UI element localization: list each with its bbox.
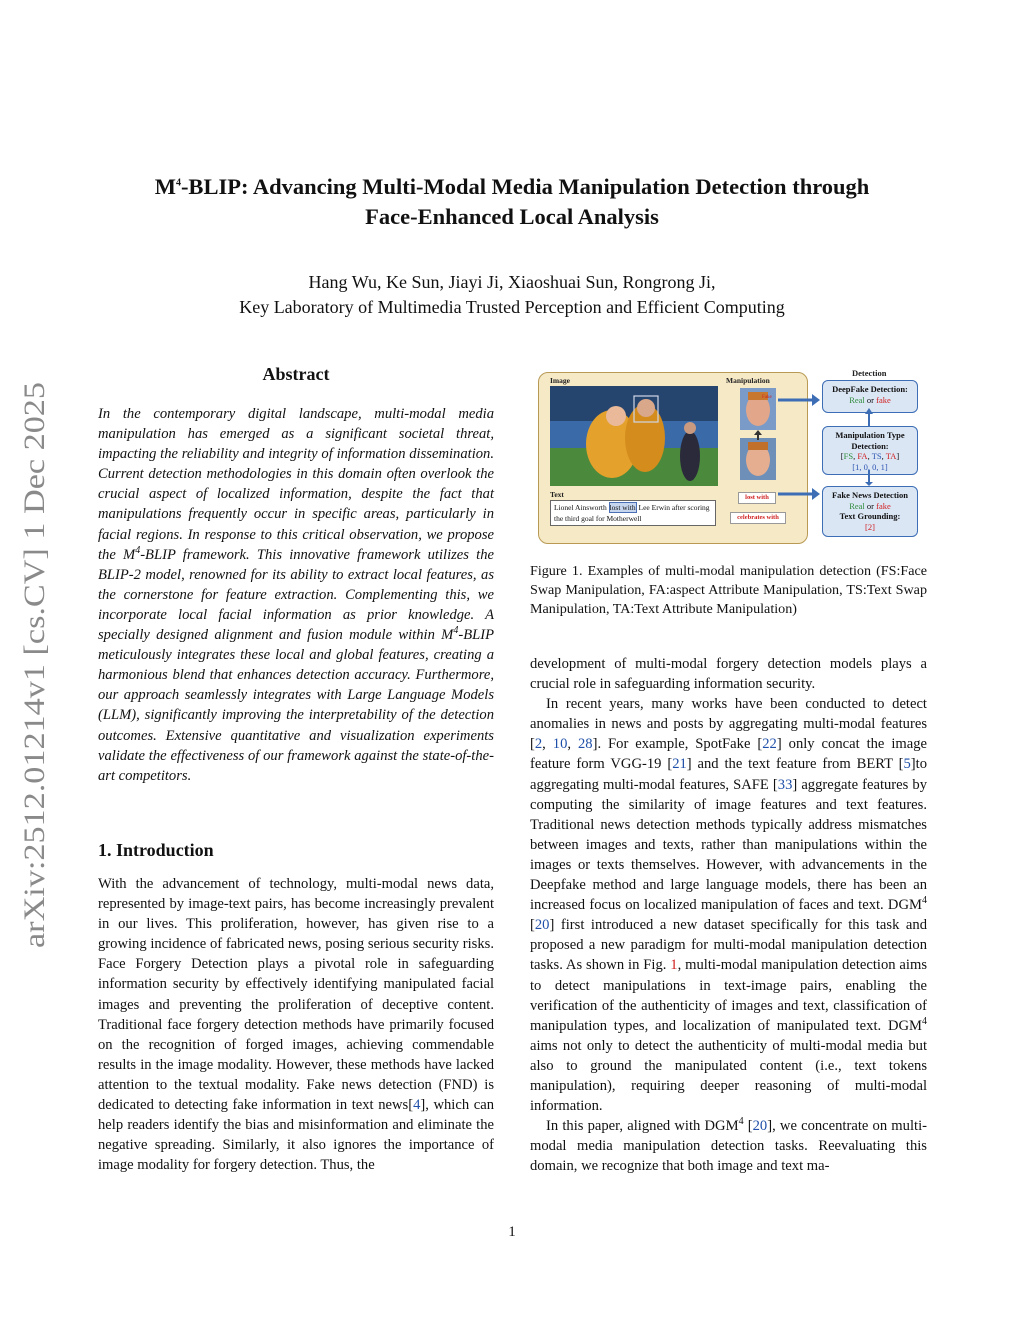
figure-1 [538,366,930,546]
figure-label-text: Text [550,490,564,499]
title-line-2: Face-Enhanced Local Analysis [365,204,659,229]
citation-link[interactable]: 20 [534,917,550,934]
this-paper-paragraph: In this paper, aligned with DGM$^4$ [20], we concentrate on multi-modal media manipulation detection tasks. Reevaluating this domain, we recognize that both image and text ma- [530,1116,927,1175]
original-face-image [740,438,776,480]
manipulation-type-detection-box: Manipulation Type Detection: [FS, FA, TS, TA] [1, 0, 0, 1] [822,426,918,475]
citation-link[interactable]: 33 [777,776,793,793]
arrow-up-icon [754,430,762,440]
figure-label-manipulation: Manipulation [726,376,770,385]
figure-label-image: Image [550,376,570,385]
citation-link[interactable]: 2 [534,736,543,753]
deepfake-detection-box: DeepFake Detection: Real or fake [822,380,918,413]
abstract-text: In the contemporary digital landscape, multi-modal media manipulation has emerged as a significant societal threat, impacting the reliability and integrity of information dissemination. Current detection methodologies in this domain often overlook the crucial aspect of localized information, despite the fact that manipulations frequently occur in specific areas, particularly in facial regions. In response to this critical observation, we propose the $M^4$-BLIP framework. This innovative framework utilizes the BLIP-2 model, renowned for its ability to extract local features, as the cornerstone for feature extraction. Complementing this, we incorporate local facial information as prior knowledge. A specially designed alignment and fusion module within $M^4$-BLIP meticulously integrates these local and global features, creating a harmonious blend that enhances detection accuracy. Furthermore, our approach seamlessly integrates with Large Language Models (LLM), significantly improving the interpretability of the detection outcomes. Extensive quantitative and visualization experiments validate the effectiveness of our framework against the state-of-the-art competitors. [98,406,494,784]
page-number: 1 [508,1224,516,1240]
citation-link[interactable]: 21 [672,756,687,773]
figure-text-box: Lionel Ainsworth lost with Lee Erwin after scoring the third goal for Motherwell [550,500,716,526]
citation-link[interactable]: 10 [552,736,568,753]
author-names: Hang Wu, Ke Sun, Jiayi Ji, Xiaoshuai Sun, Rongrong Ji, [308,272,716,292]
citation-link[interactable]: 20 [752,1118,768,1135]
title-line-1: $M^4$-BLIP: Advancing Multi-Modal Media Manipulation Detection through [154,174,870,199]
figure-1-caption: Figure 1. Examples of multi-modal manipulation detection (FS:Face Swap Manipulation, FA:aspect Attribute Manipulation, TS:Text Swap Manipulation, TA:Text Attribute Manipulation) [530,563,927,617]
author-affiliation: Key Laboratory of Multimedia Trusted Perception and Efficient Computing [239,297,785,317]
arxiv-stamp [14,380,54,950]
paragraph-continuation: development of multi-modal forgery detection models plays a crucial role in safeguarding information security. [530,656,927,693]
author-block [100,270,924,320]
svg-text:Fake: Fake [762,395,772,400]
abstract-heading: Abstract [262,364,330,384]
figure-label-detection: Detection [852,368,887,378]
figure-arrows [778,386,820,526]
tag-celebrates-with: celebrates with [730,512,786,524]
related-work-paragraph: In recent years, many works have been conducted to detect anomalies in news and posts by aggregating multi-modal features [2, 10, 28]. For example, SpotFake [22] only concat the image feature form VGG-19 [21] and the text feature from BERT [5]to aggregating multi-modal features, SAFE [33] aggregate features by computing the similarity of image features and text features. Traditional news detection methods typically address mismatches between images and texts, rather than manipulations within the images or texts themselves. However, with advancements in the Deepfake method and large language models, there has been an increased focus on localized manipulation of faces and text. DGM$^4$ [20] first introduced a new dataset specifically for this task and proposed a new paradigm for multi-modal manipulation detection tasks. As shown in Fig. 1, multi-modal manipulation detection aims to detect manipulations in text-image pairs, enabling the verification of the authenticity of images and text, classification of manipulation types, and localization of manipulated text. DGM$^4$ aims not only to detect the authenticity of multi-modal media but also to ground the manipulated content (i.e., text tokens manipulation), requiring deeper reasoning of multi-modal information. [530,696,928,1115]
detection-connector-arrows [864,408,874,486]
citation-link[interactable]: 22 [762,736,777,753]
football-photo [550,386,718,486]
right-column-text [530,654,927,1176]
arxiv-stamp-text: arXiv:2512.01214v1 [cs.CV] 1 Dec 2025 [19,459,51,948]
citation-link[interactable]: 28 [577,736,593,753]
paper-title [100,172,924,232]
citation-link[interactable]: 5 [903,756,911,773]
tag-lost-with: lost with [738,492,776,504]
fake-news-detection-box: Fake News Detection Real or fake Text Grounding: [2] [822,486,918,537]
citation-link[interactable]: 4 [413,1097,421,1114]
introduction-paragraph: With the advancement of technology, multi-modal news data, represented by image-text pairs, has become increasingly prevalent in our lives. This proliferation, however, has given rise to a growing incidence of fabricated news, posing serious security risks. Face Forgery Detection plays a pivotal role in safeguarding information security by effectively identifying manipulated facial images and preventing the proliferation of deceptive content. Traditional face forgery detection methods have primarily focused on the recognition of forged images, achieving commendable results in the image modality. However, these methods have lacked attention to the textual modality. Fake news detection (FND) is dedicated to detecting fake information in text news[4], which can help readers identify the bias and misinformation and eliminate the negative spreading. Similarly, it also ignores the importance of image modality for forgery detection. Thus, the [98,876,494,1174]
manipulated-face-image [740,388,776,430]
introduction-heading: 1. Introduction [98,840,214,860]
figure-link[interactable]: 1 [670,957,678,974]
